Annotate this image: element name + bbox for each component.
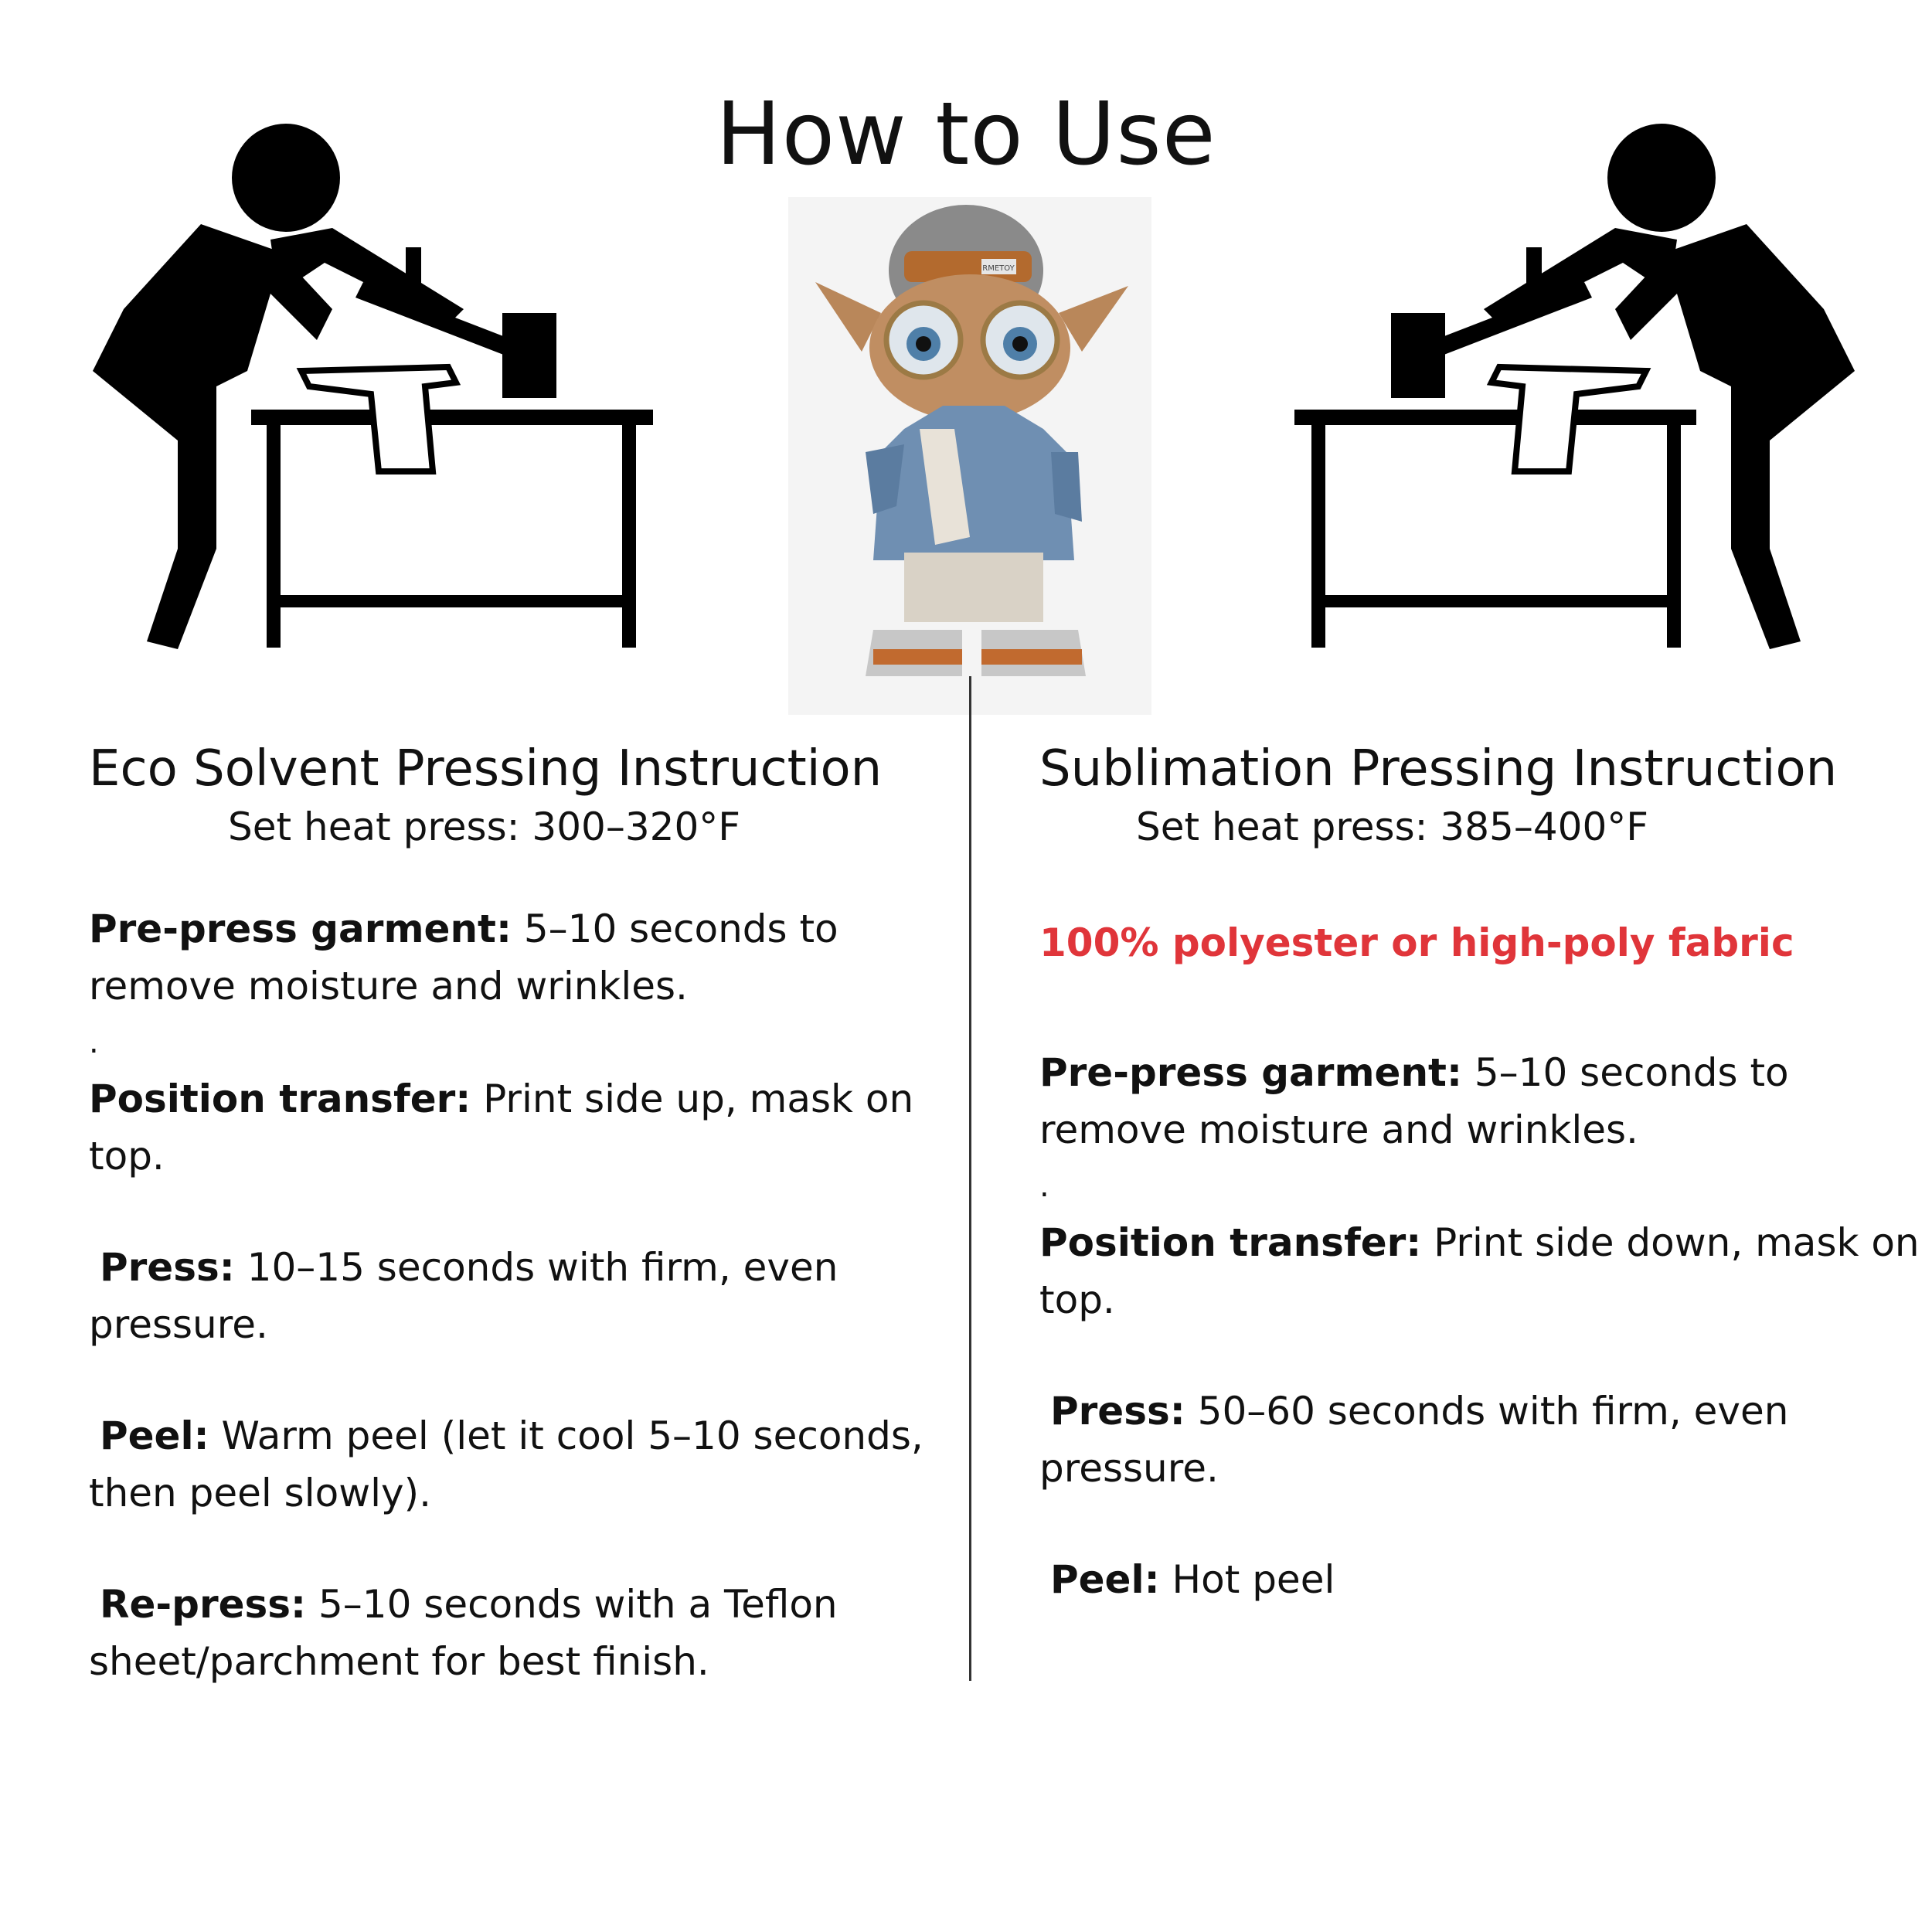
heat-press-operator-icon-mirrored	[1283, 116, 1870, 657]
step-press: Press: 10–15 seconds with firm, even pressure.	[89, 1245, 838, 1347]
separator-dot: .	[89, 1025, 99, 1060]
sublimation-heading: Sublimation Pressing Instruction	[1039, 740, 1838, 798]
mascot-illustration	[788, 197, 1151, 715]
page-title: How to Use	[716, 84, 1216, 185]
separator-dot: .	[1039, 1168, 1049, 1204]
sublimation-column	[1039, 738, 1920, 1608]
step-position-transfer: Position transfer: Print side up, mask on top.	[89, 1077, 914, 1179]
eco-solvent-temperature: Set heat press: 300–320°F	[228, 804, 741, 849]
step-re-press: Re-press: 5–10 seconds with a Teflon sheet/parchment for best finish.	[89, 1582, 838, 1684]
step-press: Press: 50–60 seconds with firm, even pressure.	[1039, 1389, 1789, 1491]
step-peel: Peel: Warm peel (let it cool 5–10 seconds, then peel slowly).	[89, 1413, 923, 1515]
eco-solvent-column	[89, 738, 947, 1690]
step-pre-press: Pre-press garment: 5–10 seconds to remove moisture and wrinkles.	[89, 906, 838, 1009]
fabric-requirement-note: 100% polyester or high-poly fabric	[1039, 920, 1794, 965]
cap-label: RMETOY	[982, 264, 1015, 273]
step-position-transfer: Position transfer: Print side down, mask on top.	[1039, 1220, 1920, 1322]
heat-press-operator-icon	[77, 116, 665, 657]
column-divider	[969, 676, 971, 1681]
sublimation-temperature: Set heat press: 385–400°F	[1136, 804, 1649, 849]
eco-solvent-heading: Eco Solvent Pressing Instruction	[89, 740, 883, 798]
step-peel: Peel: Hot peel	[1050, 1557, 1335, 1602]
step-pre-press: Pre-press garment: 5–10 seconds to remove moisture and wrinkles.	[1039, 1050, 1789, 1152]
